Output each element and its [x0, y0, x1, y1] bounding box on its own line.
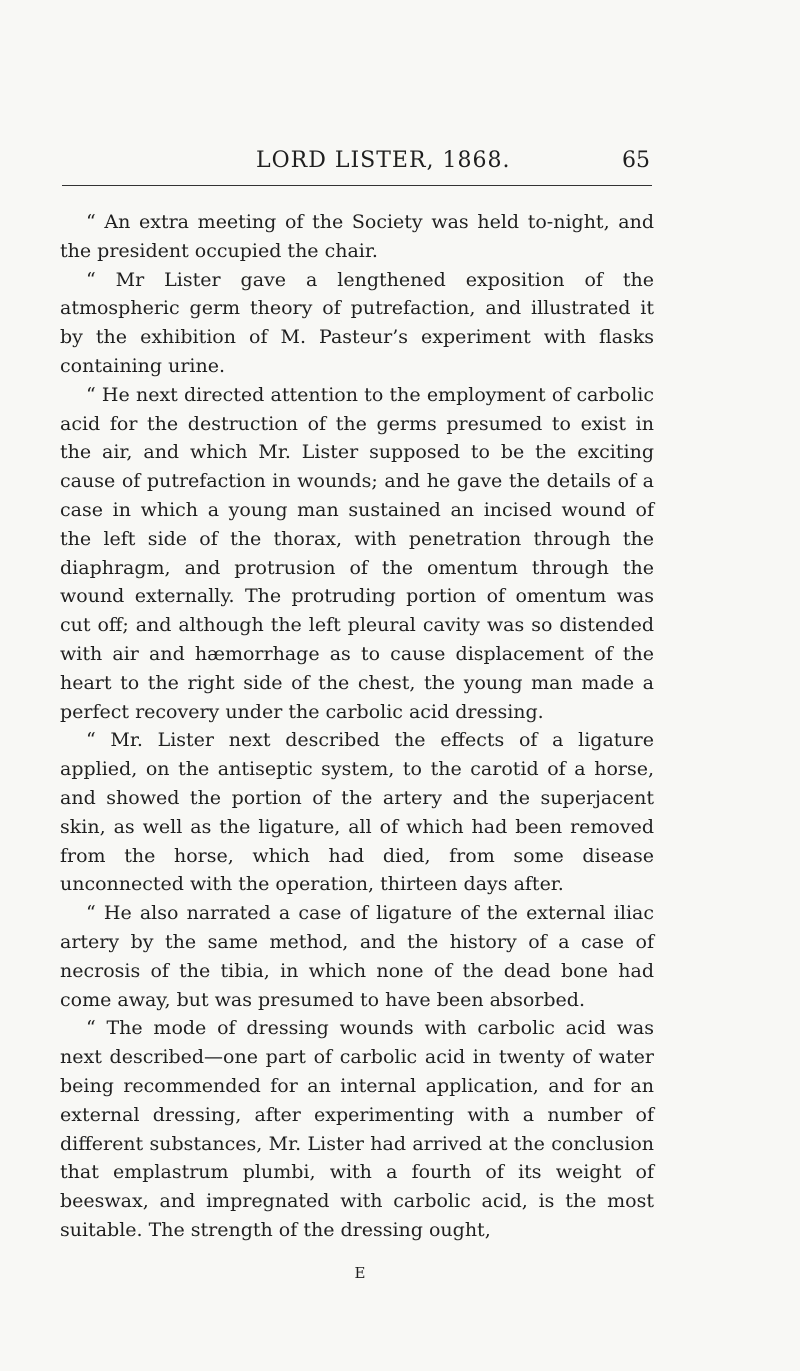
- running-title: LORD LISTER, 1868.: [256, 148, 511, 173]
- page-number: 65: [622, 148, 650, 173]
- paragraph: “ He also narrated a case of ligature of the external iliac artery by the same method, and the history of a case of necrosis of the tibia, in which none of the dead bone had come away, but was presumed to have been absorbed.: [60, 902, 654, 1011]
- running-head: [60, 148, 650, 178]
- paragraph: “ Mr. Lister next described the effects of a ligature applied, on the antiseptic system, to the carotid of a horse, and showed the portion of the artery and the superjacent skin, as well as the ligature, all of which had been removed from the horse, which had died, from some disease unconnected with the operation, thirteen days after.: [60, 729, 654, 896]
- body-text: [60, 208, 654, 1245]
- paragraph: “ Mr Lister gave a lengthened exposition of the atmospheric germ theory of putrefaction, and illustrated it by the exhibition of M. Pasteur’s experiment with flasks containing urine.: [60, 268, 654, 377]
- paragraph: “ An extra meeting of the Society was held to-night, and the president occupied the chair.: [60, 211, 654, 262]
- paragraph: “ The mode of dressing wounds with carbolic acid was next described—one part of carbolic acid in twenty of water being recommended for an internal application, and for an external dressing, after experimenting with a number of different substances, Mr. Lister had arrived at the conclusion that emplastrum plumbi, with a fourth of its weight of beeswax, and impregnated with carbolic acid, is the most suitable. The strength of the dressing ought,: [60, 1017, 654, 1241]
- paragraph: “ He next directed attention to the employment of carbolic acid for the destruction of the germs presumed to exist in the air, and which Mr. Lister supposed to be the exciting cause of putrefaction in wounds; and he gave the details of a case in which a young man sustained an incised wound of the left side of the thorax, with penetration through the diaphragm, and protrusion of the omentum through the wound externally. The protruding portion of omentum was cut off; and although the left pleural cavity was so distended with air and hæmorrhage as to cause displacement of the heart to the right side of the chest, the young man made a perfect recovery under the carbolic acid dressing.: [60, 383, 654, 723]
- signature-mark: E: [354, 1264, 366, 1282]
- header-rule: [62, 185, 652, 186]
